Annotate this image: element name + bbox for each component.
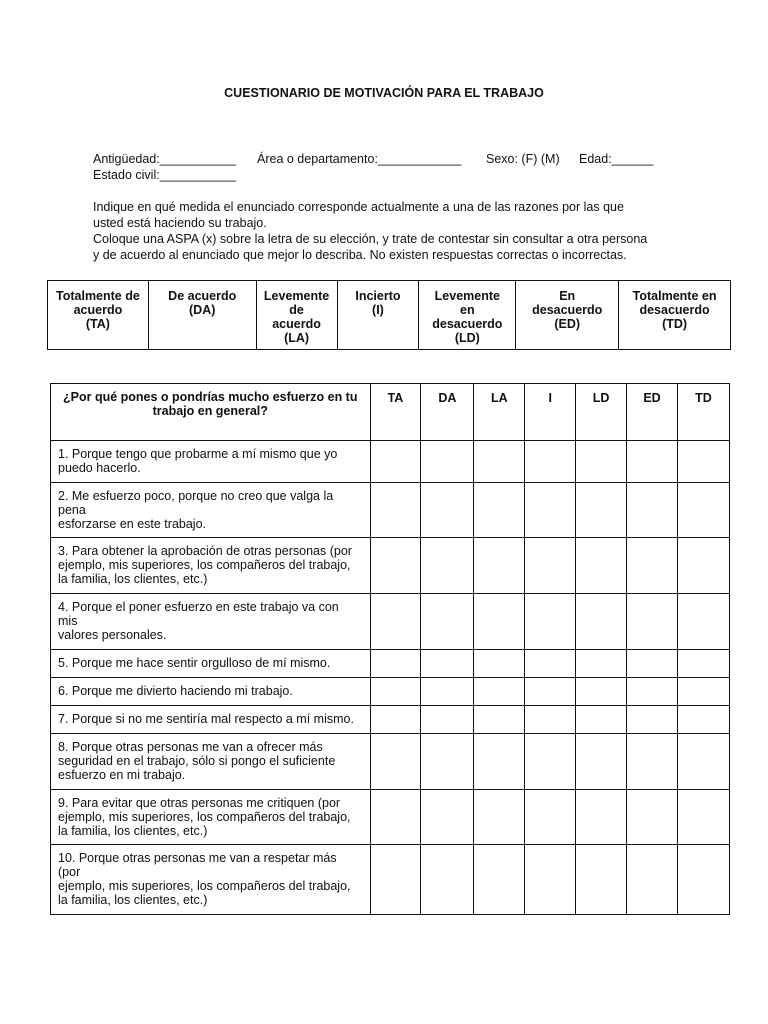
answer-cell-td[interactable] [678, 441, 730, 483]
answer-cell-ed[interactable] [627, 734, 678, 790]
legend-ld: Levemente en desacuerdo (LD) [419, 281, 516, 350]
answer-cell-i[interactable] [525, 483, 576, 538]
question-row [51, 790, 730, 845]
question-text-line: ejemplo, mis superiores, los compañeros del trabajo, [58, 879, 351, 893]
answer-cell-ed[interactable] [627, 441, 678, 483]
answer-cell-ed[interactable] [627, 538, 678, 594]
answer-cell-ta[interactable] [370, 845, 421, 915]
question-row [51, 483, 730, 538]
legend-ta: Totalmente de acuerdo (TA) [48, 281, 149, 350]
question-text-line: 7. Porque si no me sentiría mal respecto a mí mismo. [58, 712, 354, 726]
scale-legend-table [47, 280, 731, 350]
answer-cell-ed[interactable] [627, 790, 678, 845]
answer-cell-ta[interactable] [370, 790, 421, 845]
instructions [93, 199, 683, 263]
question-row [51, 678, 730, 706]
option-header-i: I [525, 384, 576, 441]
questionnaire-table [50, 383, 730, 915]
question-row [51, 734, 730, 790]
instruction-line: y de acuerdo al enunciado que mejor lo describa. No existen respuestas correctas o incorrectas. [93, 248, 627, 262]
answer-cell-ld[interactable] [576, 790, 627, 845]
answer-cell-td[interactable] [678, 734, 730, 790]
instruction-line: Indique en qué medida el enunciado corresponde actualmente a una de las razones por las que [93, 200, 624, 214]
edad-field[interactable]: Edad:______ [579, 152, 654, 166]
answer-cell-la[interactable] [474, 650, 525, 678]
question-text-line: 4. Porque el poner esfuerzo en este trabajo va con [58, 600, 339, 614]
respondent-fields [93, 151, 653, 183]
question-text-line: 10. Porque otras personas me van a respetar más [58, 851, 337, 865]
answer-cell-ld[interactable] [576, 650, 627, 678]
question-text-line: ejemplo, mis superiores, los compañeros del trabajo, [58, 558, 351, 572]
question-row [51, 441, 730, 483]
option-header-la: LA [474, 384, 525, 441]
question-text-line: seguridad en el trabajo, sólo si pongo el suficiente [58, 754, 336, 768]
question-text-line: esforzarse en este trabajo. [58, 517, 206, 531]
questionnaire-header-row [51, 384, 730, 441]
answer-cell-la[interactable] [474, 790, 525, 845]
question-text-line: la familia, los clientes, etc.) [58, 572, 208, 586]
question-text [51, 734, 371, 790]
option-header-ta: TA [370, 384, 421, 441]
legend-td: Totalmente en desacuerdo (TD) [619, 281, 731, 350]
legend-da: De acuerdo (DA) [148, 281, 256, 350]
answer-cell-i[interactable] [525, 845, 576, 915]
answer-cell-ld[interactable] [576, 441, 627, 483]
question-text [51, 538, 371, 594]
answer-cell-ed[interactable] [627, 706, 678, 734]
answer-cell-da[interactable] [421, 706, 474, 734]
answer-cell-ld[interactable] [576, 594, 627, 650]
sexo-field[interactable]: Sexo: (F) (M) [486, 152, 560, 166]
answer-cell-ld[interactable] [576, 734, 627, 790]
question-row [51, 594, 730, 650]
answer-cell-ed[interactable] [627, 594, 678, 650]
question-text [51, 441, 371, 483]
answer-cell-ld[interactable] [576, 483, 627, 538]
question-text [51, 845, 371, 915]
option-header-td: TD [678, 384, 730, 441]
answer-cell-da[interactable] [421, 650, 474, 678]
answer-cell-da[interactable] [421, 483, 474, 538]
question-row [51, 650, 730, 678]
answer-cell-td[interactable] [678, 706, 730, 734]
question-text-line: la familia, los clientes, etc.) [58, 893, 208, 907]
answer-cell-i[interactable] [525, 650, 576, 678]
question-text-line: (por [58, 865, 81, 879]
answer-cell-la[interactable] [474, 706, 525, 734]
question-row [51, 845, 730, 915]
question-text-line: 9. Para evitar que otras personas me critiquen (por [58, 796, 341, 810]
option-header-da: DA [421, 384, 474, 441]
answer-cell-ta[interactable] [370, 678, 421, 706]
question-text-line: 8. Porque otras personas me van a ofrecer más [58, 740, 323, 754]
legend-la: Levemente de acuerdo (LA) [256, 281, 337, 350]
question-text [51, 594, 371, 650]
answer-cell-i[interactable] [525, 790, 576, 845]
question-header: ¿Por qué pones o pondrías mucho esfuerzo en tu trabajo en general? [51, 384, 371, 441]
question-text-line: valores personales. [58, 628, 167, 642]
question-text [51, 706, 371, 734]
area-field[interactable]: Área o departamento:____________ [257, 152, 462, 166]
answer-cell-i[interactable] [525, 678, 576, 706]
answer-cell-ld[interactable] [576, 845, 627, 915]
answer-cell-ta[interactable] [370, 441, 421, 483]
answer-cell-ed[interactable] [627, 678, 678, 706]
antiguedad-field[interactable]: Antigüedad:___________ [93, 152, 237, 166]
instruction-line: usted está haciendo su trabajo. [93, 216, 267, 230]
legend-i: Incierto (I) [337, 281, 419, 350]
answer-cell-ta[interactable] [370, 734, 421, 790]
answer-cell-ed[interactable] [627, 483, 678, 538]
answer-cell-i[interactable] [525, 734, 576, 790]
answer-cell-td[interactable] [678, 790, 730, 845]
answer-cell-i[interactable] [525, 441, 576, 483]
question-text-line: 5. Porque me hace sentir orgulloso de mí mismo. [58, 656, 331, 670]
answer-cell-td[interactable] [678, 678, 730, 706]
answer-cell-ed[interactable] [627, 650, 678, 678]
answer-cell-ed[interactable] [627, 845, 678, 915]
question-text-line: ejemplo, mis superiores, los compañeros del trabajo, [58, 810, 351, 824]
answer-cell-da[interactable] [421, 538, 474, 594]
question-text [51, 790, 371, 845]
answer-cell-la[interactable] [474, 538, 525, 594]
questionnaire-items [51, 441, 730, 915]
answer-cell-da[interactable] [421, 845, 474, 915]
answer-cell-da[interactable] [421, 734, 474, 790]
answer-cell-la[interactable] [474, 441, 525, 483]
legend-ed: En desacuerdo (ED) [516, 281, 619, 350]
question-text-line: mis [58, 614, 78, 628]
answer-cell-td[interactable] [678, 483, 730, 538]
answer-cell-ta[interactable] [370, 706, 421, 734]
question-text [51, 678, 371, 706]
answer-cell-la[interactable] [474, 734, 525, 790]
estado-civil-field[interactable]: Estado civil:___________ [93, 168, 237, 182]
document-title: CUESTIONARIO DE MOTIVACIÓN PARA EL TRABAJO [224, 86, 544, 100]
question-text-line: 2. Me esfuerzo poco, porque no creo que valga la [58, 489, 334, 503]
option-header-ed: ED [627, 384, 678, 441]
answer-cell-la[interactable] [474, 678, 525, 706]
question-text [51, 483, 371, 538]
instruction-line: Coloque una ASPA (x) sobre la letra de su elección, y trate de contestar sin consultar a otra persona [93, 232, 648, 246]
question-text-line: puedo hacerlo. [58, 461, 141, 475]
answer-cell-ld[interactable] [576, 538, 627, 594]
question-text-line: 3. Para obtener la aprobación de otras personas (por [58, 544, 352, 558]
answer-cell-td[interactable] [678, 538, 730, 594]
answer-cell-la[interactable] [474, 845, 525, 915]
question-row [51, 706, 730, 734]
answer-cell-la[interactable] [474, 483, 525, 538]
question-row [51, 538, 730, 594]
answer-cell-ta[interactable] [370, 483, 421, 538]
question-text-line: la familia, los clientes, etc.) [58, 824, 208, 838]
answer-cell-da[interactable] [421, 678, 474, 706]
answer-cell-ta[interactable] [370, 650, 421, 678]
option-header-ld: LD [576, 384, 627, 441]
answer-cell-ld[interactable] [576, 678, 627, 706]
answer-cell-td[interactable] [678, 594, 730, 650]
answer-cell-da[interactable] [421, 594, 474, 650]
answer-cell-da[interactable] [421, 790, 474, 845]
answer-cell-ta[interactable] [370, 538, 421, 594]
answer-cell-td[interactable] [678, 845, 730, 915]
question-text [51, 650, 371, 678]
answer-cell-la[interactable] [474, 594, 525, 650]
answer-cell-ta[interactable] [370, 594, 421, 650]
answer-cell-ld[interactable] [576, 706, 627, 734]
answer-cell-da[interactable] [421, 441, 474, 483]
answer-cell-td[interactable] [678, 650, 730, 678]
question-text-line: esfuerzo en mi trabajo. [58, 768, 186, 782]
answer-cell-i[interactable] [525, 538, 576, 594]
question-text-line: 1. Porque tengo que probarme a mí mismo que yo [58, 447, 338, 461]
question-text-line: 6. Porque me divierto haciendo mi trabajo. [58, 684, 293, 698]
question-text-line: pena [58, 503, 86, 517]
answer-cell-i[interactable] [525, 594, 576, 650]
answer-cell-i[interactable] [525, 706, 576, 734]
